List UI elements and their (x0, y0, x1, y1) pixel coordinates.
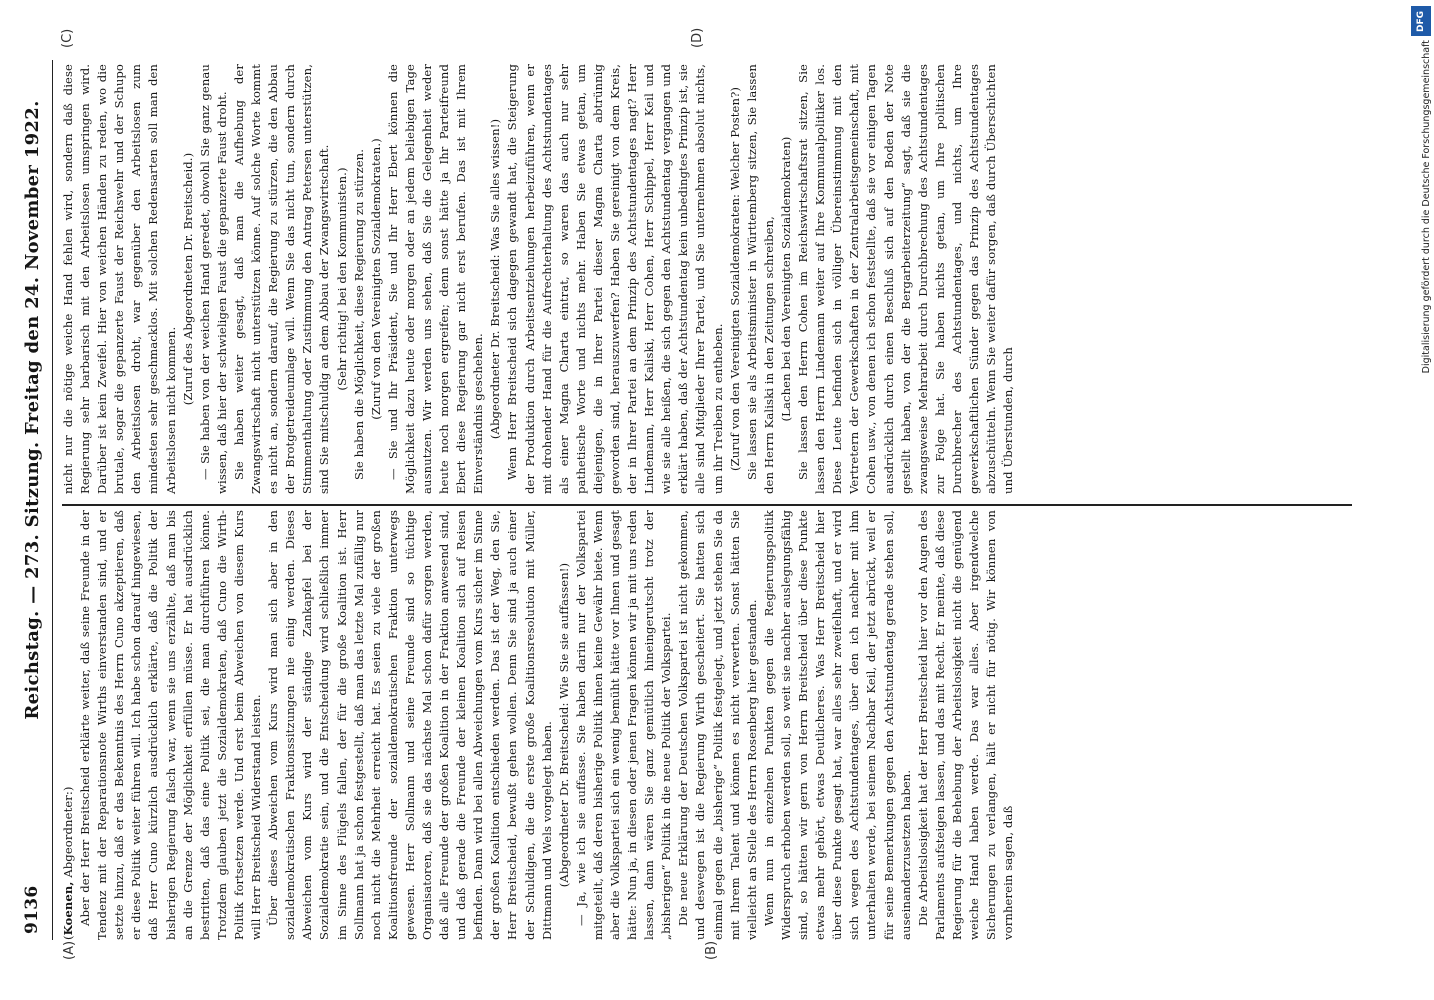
paragraph: — Sie und Ihr Präsident, Sie und Ihr Herr Ebert können die Möglichkeit dazu heute oder morgen oder an jedem beliebigen Tage ausnutzen. Wir werden uns sehen, daß Sie die Gelegenheit weder heute noch morgen ergreifen; denn sonst hätte ja Ihr Parteifreund Ebert diese Regierung gar nicht erst berufen. Das ist mit Ihrem Einverständnis geschehen. (385, 64, 486, 494)
speaker-role: Abgeordneter: (61, 791, 75, 882)
paragraph: Sie lassen den Herrn Cohen im Reichswirtschaftsrat sitzen, Sie lassen den Herrn Lindemann weiter auf Ihre Kommunalpolitiker los. Diese Leute befinden sich in völliger Übereinstimmung mit den Vertretern der Gewerkschaften in der Zentralarbeitsgemeinschaft, mit Cohen usw., von denen ich schon feststellte, daß sie vor einigen Tagen ausdrücklich durch einen Beschluß sich auf den Boden der Note gestellt haben, von der die Bergarbeiterzeitung“ sagt, daß sie die zwangsweise Mehrarbeit durch Durchbrechung des Achtstundentages zur Folge hat. Sie haben nichts getan, um Ihre politischen Durchbrecher des Achtstundentages, und nichts, um Ihre gewerkschaftlichen Sünder gegen das Prinzip des Achtstundentages abzuschütteln. Wenn Sie weiter dafür sorgen, daß durch Überschichten und Überstunden, durch (796, 64, 1016, 494)
margin-mark-b: (B) (704, 940, 719, 960)
interjection: (Zuruf von den Vereinigten Sozialdemokraten: Welcher Posten?) (727, 86, 742, 472)
column-divider (62, 504, 1352, 506)
speaker-line: (Koenen, Abgeordneter:) (61, 786, 75, 940)
speaker-name: Koenen, (61, 881, 75, 936)
dfg-logo: DFG (1411, 6, 1431, 36)
paragraph: — Sie haben von der weichen Hand geredet, obwohl Sie ganz genau wissen, daß hier der schwieligen Faust die gepanzerte Faust droht. (197, 64, 229, 494)
paragraph: Aber der Herr Breitscheid erklärte weiter, daß seine Freunde in der Tendenz mit der Reparationsnote Wirths einverstanden sind, und er setzte hinzu, daß er das Bekenntnis des Herrn Cuno akzeptieren, daß er diese Politik weiter führen will. Ich habe schon darauf hingewiesen, daß Herr Cuno kürzlich ausdrücklich erklärte, daß die Politik der bisherigen Regierung falsch war, wenn sie uns erzählte, daß man bis an die Grenze der Möglichkeit erfüllen müsse. Er hat ausdrücklich bestritten, daß das eine Politik sei, die man durchführen könne. Trotzdem glauben jetzt die Sozialdemokraten, daß Cuno die Wirth-Politik fortsetzen werde. Und erst beim Abweichen von diesem Kurs will Herr Breitscheid Widerstand leisten. (78, 510, 264, 940)
paragraph: — Ja, wie ich sie auffasse. Sie haben darin nur der Volkspartei mitgeteilt, daß deren bisherige Politik ihnen keine Gewähr biete. Wenn aber die Volkspartei sich ein wenig bemüht hätte vor Ihnen und gesagt hätte: Nun ja, in diesen oder jenen Fragen können wir ja mit uns reden lassen, dann wären Sie ganz gemütlich hineingerutscht trotz der „bisherigen“ Politik in die neue Politik der Volkspartei. (573, 510, 674, 940)
right-column (60, 64, 1017, 494)
paragraph: Die neue Erklärung der Deutschen Volkspartei ist nicht gekommen, und deswegen ist die Regierung Wirth gescheitert. Sie hatten sich einmal gegen die „bisherige“ Politik festgelegt, und jetzt stehen Sie da mit Ihrem Talent und können es nicht verwerten. Sonst hätten Sie vielleicht an Stelle des Herrn Rosenberg hier gestanden. (676, 510, 759, 940)
paragraph: nicht nur die nötige weiche Hand fehlen wird, sondern daß diese Regierung sehr barbarisch mit den Arbeitslosen umspringen wird. Darüber ist kein Zweifel. Hier von weichen Händen zu reden, wo die brutale, sogar die gepanzerte Faust der Reichswehr und der Schupo den Arbeitslosen droht, war gegenüber den Arbeitslosen zum mindesten sehr geschmacklos. Mit solchen Redensarten soll man den Arbeitslosen nicht kommen. (61, 64, 178, 494)
paragraph: Sie lassen sie als Arbeitsminister in Württemberg sitzen, Sie lassen den Herrn Kaliski in den Zeitungen schreiben, (744, 64, 776, 494)
session-title: Reichstag. — 273. Sitzung. Freitag den 24. November 1922. (22, 100, 43, 720)
digitization-credit: Digitalisierung gefördert durch die Deutsche Forschungsgemeinschaft (1421, 40, 1432, 374)
interjection: (Abgeordneter Dr. Breitscheid: Was Sie alles wissen!) (488, 118, 503, 440)
left-column (60, 510, 1017, 940)
paragraph: Sie haben die Möglichkeit, diese Regierung zu stürzen. (351, 148, 366, 480)
interjection: (Zuruf von den Vereinigten Sozialdemokraten.) (368, 138, 383, 420)
margin-mark-c: (C) (60, 28, 75, 48)
margin-mark-d: (D) (690, 27, 705, 48)
interjection: (Lachen bei den Vereinigten Sozialdemokraten) (778, 136, 793, 422)
paragraph: Wenn Herr Breitscheid sich dagegen gewandt hat, die Steigerung der Produktion durch Arbeitsentziehungen herbeizuführen, wenn er mit drohender Hand für die Aufrechterhaltung des Achtstundentages als einer Magna Charta eintrat, so waren das auch nur sehr pathetische Worte und nichts mehr. Haben Sie etwas getan, um diejenigen, die in Ihrer Partei dieser Magna Charta abtrünnig geworden sind, herauszuwerfen? Haben Sie gereinigt von dem Kreis, der in Ihrer Partei an dem Prinzip des Achtstundentages nagt? Herr Lindemann, Herr Kaliski, Herr Cohen, Herr Schippel, Herr Keil und wie sie alle heißen, die sich gegen den Achtstundentag vergangen und erklärt haben, daß der Achtstundentag kein unbedingtes Prinzip ist, sie alle sind Mitglieder Ihrer Partei, und Sie unternehmen absolut nichts, um ihr Treiben zu entheben. (505, 64, 725, 494)
running-head (12, 60, 53, 940)
interjection: (Abgeordneter Dr. Breitscheid: Wie Sie sie auffassen!) (556, 562, 571, 888)
margin-mark-a: (A) (62, 940, 77, 960)
interjection: (Zuruf des Abgeordneten Dr. Breitscheid.) (180, 152, 195, 406)
paragraph: Wenn nun in einzelnen Punkten gegen die Regierungspolitik Widerspruch erhoben werden soll, so weit sie nachher auslegungsfähig sind, so hätten wir gern von Herrn Breitscheid über diese Punkte etwas mehr gehört, etwas Deutlicheres. Was Herr Breitscheid hier über diese Punkte gesagt hat, war alles sehr zweifelhaft, und er wird sich wegen des Achtstundentages, über den ich nachher mit ihm unterhalten werde, bei seinem Nachbar Keil, der jetzt abrückt, weil er für seine Bemerkungen gegen den Achtstundentag gerade stehen soll, auseinanderzusetzen haben. (761, 510, 913, 940)
page-number: 9136 (22, 885, 42, 934)
paragraph: Über dieses Abweichen vom Kurs wird man sich aber in den sozialdemokratischen Fraktionssitzungen nie einig werden. Dieses Abweichen vom Kurs wird der ständige Zankapfel bei der Sozialdemokratie sein, und die Entscheidung wird schließlich immer im Sinne des Flügels fallen, der für die große Koalition ist. Herr Sollmann hat ja schon festgestellt, daß man das letzte Mal zufällig nur noch nicht die Mehrheit erreicht hat. Es seien zu viele der großen Koalitionsfreunde der sozialdemokratischen Fraktion unterwegs gewesen. Herr Sollmann und seine Freunde sind so tüchtige Organisatoren, daß sie das nächste Mal schon dafür sorgen werden, daß alle Freunde der großen Koalition in der Fraktion anwesend sind, und daß gerade die Freunde der kleinen Koalition sich auf Reisen befinden. Dann wird bei allen Abweichungen vom Kurs sicher im Sinne der großen Koalition entschieden werden. Das ist der Weg, den Sie, Herr Breitscheid, bewußt gehen wollen. Denn Sie sind ja auch einer der Schuldigen, die die erste große Koalitionsresolution mit Müller, Dittmann und Wels vorgelegt haben. (266, 510, 554, 940)
paragraph: Sie haben weiter gesagt, daß man die Aufhebung der Zwangswirtschaft nicht unterstützen könne. Auf solche Worte kommt es nicht an, sondern darauf, die Regierung zu stürzen, die den Abbau der Brotgetreideumlage will. Wenn Sie das nicht tun, sondern durch Stimmenthaltung oder Zustimmung den Antrag Petersen unterstützen, sind Sie mitschuldig an dem Abbau der Zwangswirtschaft. (231, 64, 332, 494)
interjection: (Sehr richtig! bei den Kommunisten.) (334, 167, 349, 391)
paragraph: Die Arbeitslosigkeit hat der Herr Breitscheid hier vor den Augen des Parlaments aufsteigen lassen, und das mit Recht. Er meinte, daß diese Regierung für die Behebung der Arbeitslosigkeit nicht die genügend weiche Hand haben werde. Das war alles. Aber irgendwelche Sicherungen zu verlangen, hält er nicht für nötig. Wir können von vornherein sagen, daß (915, 510, 1016, 940)
